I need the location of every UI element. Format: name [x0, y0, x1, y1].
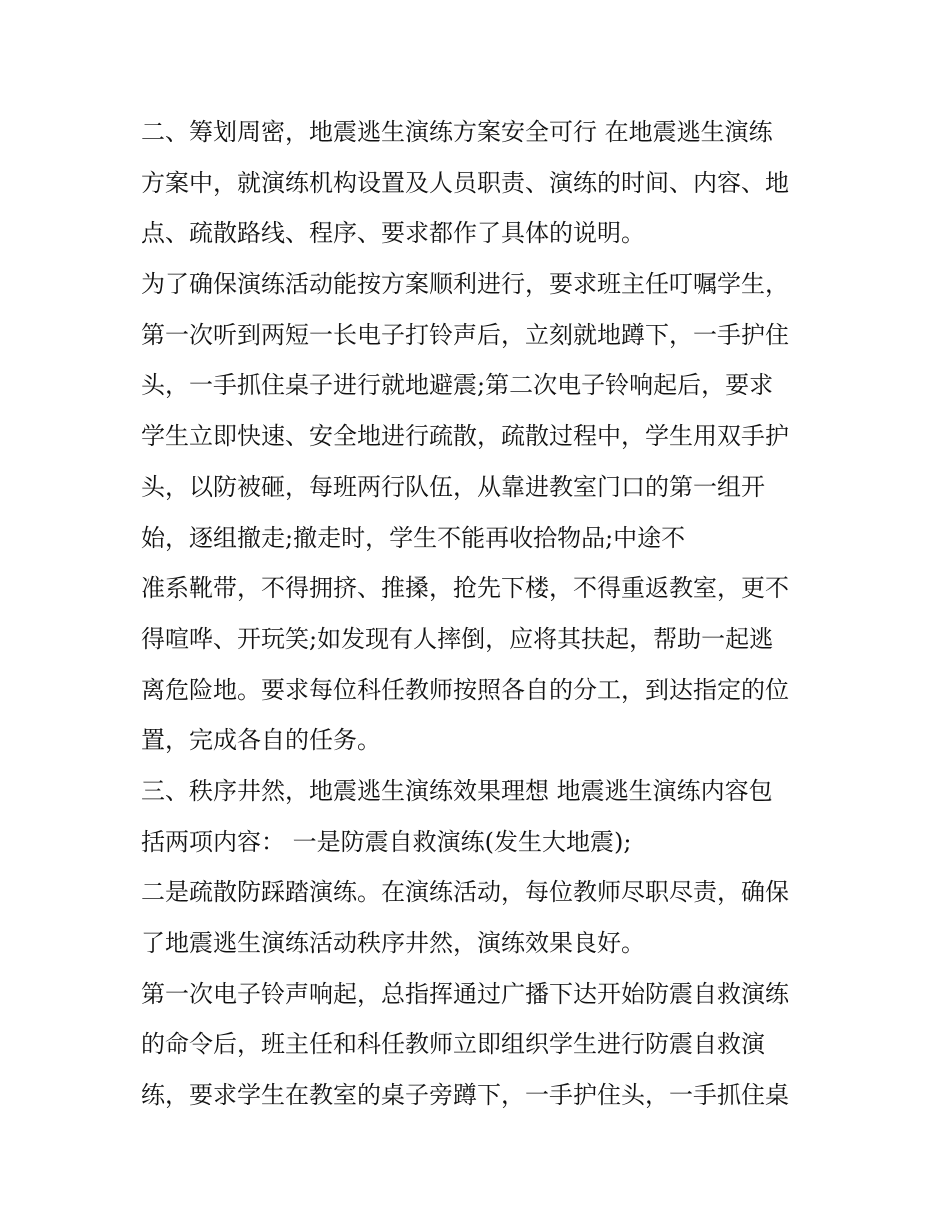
text-line: 学生立即快速、安全地进行疏散，疏散过程中，学生用双手护: [141, 422, 789, 451]
text-line: 括两项内容： 一是防震自救演练(发生大地震);: [141, 827, 632, 856]
text-line: 方案中，就演练机构设置及人员职责、演练的时间、内容、地: [141, 168, 789, 197]
text-line: 的命令后，班主任和科任教师立即组织学生进行防震自救演: [141, 1030, 765, 1059]
text-line: 点、疏散路线、程序、要求都作了具体的说明。: [141, 219, 645, 248]
text-line: 准系靴带，不得拥挤、推搡，抢先下楼，不得重返教室，更不: [141, 574, 789, 603]
text-line: 练，要求学生在教室的桌子旁蹲下，一手护住头，一手抓住桌: [141, 1081, 789, 1110]
text-line: 二是疏散防踩踏演练。在演练活动，每位教师尽职尽责，确保: [141, 878, 789, 907]
text-line: 三、秩序井然，地震逃生演练效果理想 地震逃生演练内容包: [141, 776, 773, 805]
text-line: 始，逐组撤走;撤走时，学生不能再收拾物品;中途不: [141, 523, 686, 552]
text-line: 了地震逃生演练活动秩序井然，演练效果良好。: [141, 929, 645, 957]
text-line: 二、筹划周密，地震逃生演练方案安全可行 在地震逃生演练: [141, 118, 773, 146]
text-line: 头，一手抓住桌子进行就地避震;第二次电子铃响起后，要求: [141, 371, 774, 400]
text-line: 为了确保演练活动能按方案顺利进行，要求班主任叮嘱学生，: [141, 270, 789, 299]
text-line: 得喧哗、开玩笑;如发现有人摔倒，应将其扶起，帮助一起逃: [141, 624, 774, 653]
text-line: 第一次听到两短一长电子打铃声后，立刻就地蹲下，一手护住: [141, 320, 789, 349]
text-line: 置，完成各自的任务。: [141, 726, 381, 755]
text-line: 头，以防被砸，每班两行队伍，从靠进教室门口的第一组开: [141, 472, 765, 501]
text-line: 第一次电子铃声响起，总指挥通过广播下达开始防震自救演练: [141, 979, 789, 1008]
document-body: [141, 107, 821, 1121]
text-line: 离危险地。要求每位科任教师按照各自的分工，到达指定的位: [141, 675, 789, 704]
